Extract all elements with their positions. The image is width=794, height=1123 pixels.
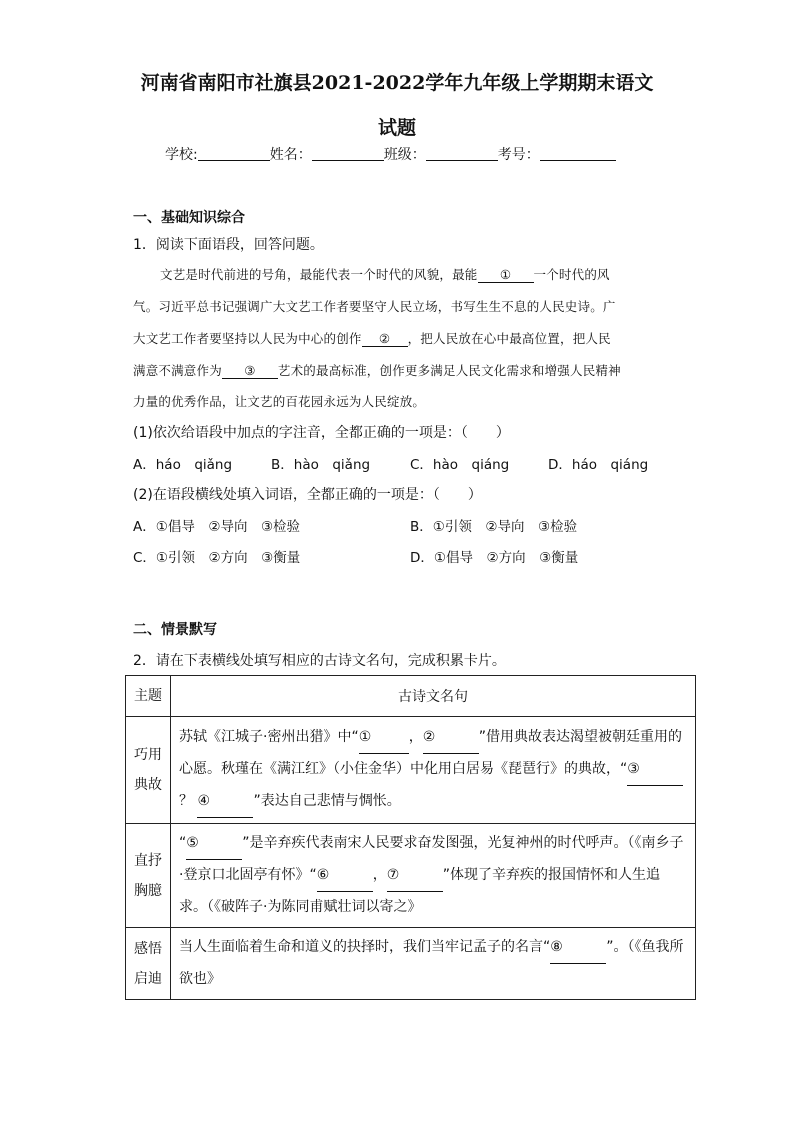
passage-line-1: 文艺是时代前进的号角，最能代表一个时代的风貌，最能 ① 一个时代的风: [160, 267, 610, 282]
sub2-option-a[interactable]: A．①倡导 ②导向 ③检验: [133, 519, 301, 535]
blank-2: ②: [362, 331, 408, 347]
blank-3: ③: [222, 363, 278, 379]
page-title-line2: 试题: [377, 117, 416, 139]
fill-blank-4[interactable]: ④: [197, 786, 253, 818]
q2-stem: 2．请在下表横线处填写相应的古诗文名句，完成积累卡片。: [133, 653, 506, 669]
section2-heading: 二、情景默写: [133, 622, 217, 638]
header-topic: 主题: [126, 676, 171, 717]
table-header-row: [126, 676, 696, 717]
blank-1: ①: [478, 267, 534, 283]
school-field[interactable]: [198, 146, 270, 161]
q1-stem: 1．阅读下面语段，回答问题。: [133, 237, 324, 253]
page-title-line1: 河南省南阳市社旗县2021-2022学年九年级上学期期末语文: [140, 72, 654, 94]
exam-no-label: 考号：: [497, 147, 540, 163]
school-label: 学校:: [165, 147, 198, 163]
header-poem: 古诗文名句: [171, 676, 696, 717]
name-label: 姓名：: [269, 147, 312, 163]
passage-line-5: 力量的优秀作品，让文艺的百花园永远为人民绽放。: [133, 394, 426, 409]
row3-topic: 感悟启迪: [126, 928, 171, 1000]
passage-line-2: 气。习近平总书记强调广大文艺工作者要坚守人民立场，书写生生不息的人民史诗。广: [133, 299, 616, 314]
fill-blank-7[interactable]: ⑦: [387, 860, 443, 892]
fill-blank-5[interactable]: ⑤: [186, 828, 242, 860]
sub1-option-b[interactable]: B．hào qiǎng: [271, 457, 371, 473]
sub2-option-b[interactable]: B．①引领 ②导向 ③检验: [410, 519, 578, 535]
sub1-option-d[interactable]: D．háo qiáng: [548, 457, 649, 473]
sub2-option-c[interactable]: C．①引领 ②方向 ③衡量: [133, 550, 301, 566]
fill-blank-1[interactable]: ①: [359, 722, 409, 754]
row3-content: 当人生面临着生命和道义的抉择时，我们当牢记孟子的名言“⑧ ”。（《鱼我所欲也》: [171, 928, 696, 1000]
table-row: [126, 824, 696, 928]
section1-heading: 一、基础知识综合: [133, 210, 245, 226]
class-field[interactable]: [426, 146, 498, 161]
sub-question-2: (2)在语段横线处填入词语，全都正确的一项是：（ ）: [133, 487, 482, 503]
row2-content: “⑤ ”是辛弃疾代表南宋人民要求奋发图强，光复神州的时代呼声。（《南乡子·登京口北固亭有怀》“⑥ ，⑦ ”体现了辛弃疾的报国情怀和人生追求。（《破阵子·为陈同甫赋壮词以寄之》: [171, 824, 696, 928]
row1-content: 苏轼《江城子·密州出猎》中“① ，② ”借用典故表达渴望被朝廷重用的心愿。秋瑾在《满江红》（小住金华）中化用白居易《琵琶行》的典故，“③？ ④ ”表达自己悲情与惆怅。: [171, 717, 696, 824]
fill-blank-6[interactable]: ⑥: [317, 860, 373, 892]
name-field[interactable]: [312, 146, 384, 161]
table-row: [126, 717, 696, 824]
row1-topic: 巧用典故: [126, 717, 171, 824]
sub1-option-a[interactable]: A．háo qiǎng: [133, 457, 233, 473]
sub-question-1: (1)依次给语段中加点的字注音，全都正确的一项是：（ ）: [133, 425, 510, 441]
table-row: [126, 928, 696, 1000]
fill-blank-8[interactable]: ⑧: [550, 932, 606, 964]
passage-line-4: 满意不满意作为 ③ 艺术的最高标准，创作更多满足人民文化需求和增强人民精神: [133, 363, 621, 378]
exam-no-field[interactable]: [540, 146, 616, 161]
fill-blank-2[interactable]: ②: [423, 722, 479, 754]
passage-line-3: 大文艺工作者要坚持以人民为中心的创作 ② ，把人民放在心中最高位置，把人民: [133, 331, 611, 346]
class-label: 班级：: [383, 147, 426, 163]
row2-topic: 直抒胸臆: [126, 824, 171, 928]
accumulation-card-table: [125, 675, 696, 1000]
sub2-option-d[interactable]: D．①倡导 ②方向 ③衡量: [410, 550, 579, 566]
fill-blank-3[interactable]: ③: [627, 754, 683, 786]
student-info-line: [165, 144, 616, 164]
sub1-option-c[interactable]: C．hào qiáng: [410, 457, 510, 473]
